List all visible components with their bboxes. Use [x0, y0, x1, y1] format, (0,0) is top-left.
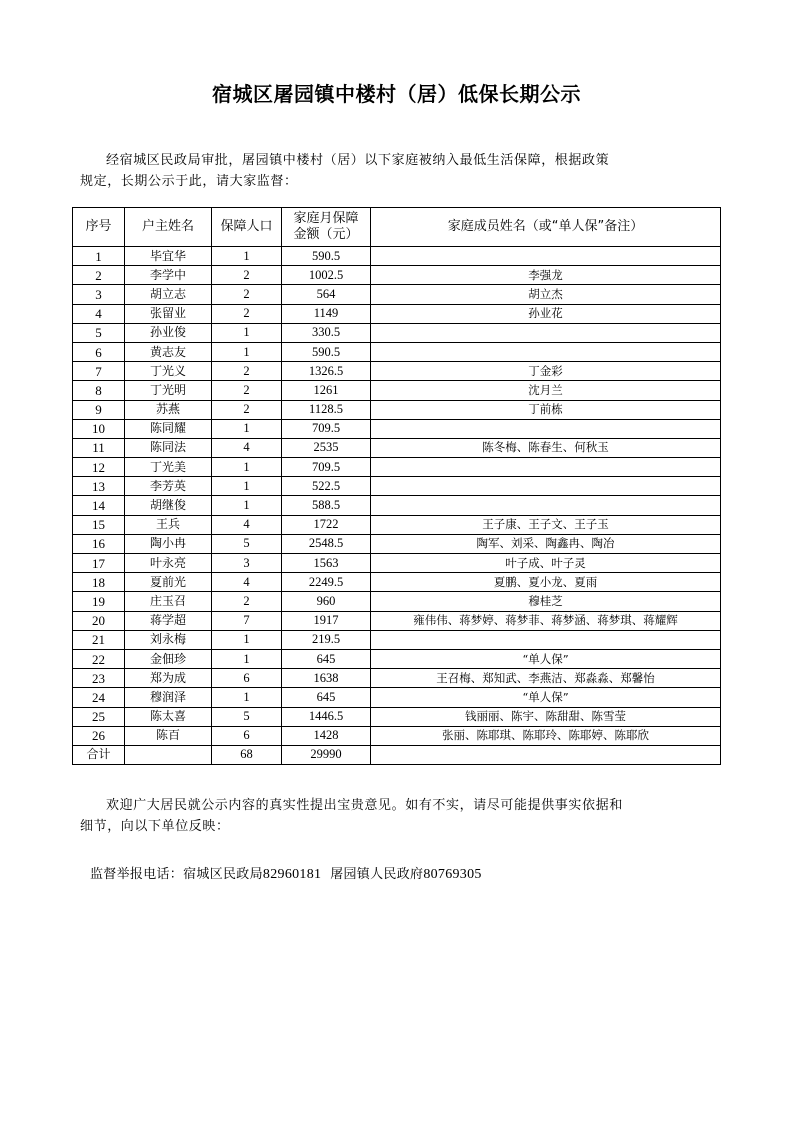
cell-head-name: 丁光明	[125, 381, 212, 400]
closing-line-2: 细节，向以下单位反映：	[80, 819, 230, 834]
cell-members: 丁金彩	[371, 362, 721, 381]
table-row	[73, 247, 721, 266]
contact-org-2: 屠园镇人民政府	[330, 867, 424, 882]
cell-members	[371, 458, 721, 477]
cell-count: 1	[212, 477, 282, 496]
table-row	[73, 381, 721, 400]
table-total-row	[73, 745, 721, 764]
cell-amount: 1428	[282, 726, 371, 745]
cell-count: 4	[212, 573, 282, 592]
cell-amount: 588.5	[282, 496, 371, 515]
table-row	[73, 477, 721, 496]
cell-amount: 645	[282, 649, 371, 668]
cell-head-name: 陈百	[125, 726, 212, 745]
cell-head-name: 陈同法	[125, 438, 212, 457]
cell-head-name: 丁光义	[125, 362, 212, 381]
header-amount	[282, 208, 371, 247]
header-amount-line-2: 金额（元）	[293, 227, 359, 242]
cell-seq: 13	[73, 477, 125, 496]
cell-count: 1	[212, 342, 282, 361]
cell-count: 1	[212, 496, 282, 515]
cell-head-name: 黄志友	[125, 342, 212, 361]
cell-members	[371, 342, 721, 361]
document-title: 宿城区屠园镇中楼村（居）低保长期公示	[212, 82, 581, 106]
cell-count: 1	[212, 630, 282, 649]
cell-count: 6	[212, 726, 282, 745]
cell-head-name: 丁光美	[125, 458, 212, 477]
cell-amount: 2535	[282, 438, 371, 457]
cell-count: 5	[212, 534, 282, 553]
cell-count: 1	[212, 649, 282, 668]
table-row	[73, 400, 721, 419]
cell-head-name: 李学中	[125, 266, 212, 285]
table-row	[73, 669, 721, 688]
table-body	[73, 247, 721, 765]
table-row	[73, 726, 721, 745]
cell-head-name: 陈太喜	[125, 707, 212, 726]
cell-amount: 2249.5	[282, 573, 371, 592]
cell-count: 5	[212, 707, 282, 726]
cell-seq: 24	[73, 688, 125, 707]
table-row	[73, 342, 721, 361]
cell-members: “单人保”	[371, 688, 721, 707]
cell-members: 张丽、陈耶琪、陈耶玲、陈耶婷、陈耶欣	[371, 726, 721, 745]
cell-members: 沈月兰	[371, 381, 721, 400]
table-row	[73, 438, 721, 457]
total-head-name	[125, 745, 212, 764]
cell-amount: 564	[282, 285, 371, 304]
table-row	[73, 554, 721, 573]
cell-amount: 1002.5	[282, 266, 371, 285]
cell-head-name: 陶小冉	[125, 534, 212, 553]
contact-line	[90, 863, 482, 883]
cell-count: 2	[212, 285, 282, 304]
cell-seq: 9	[73, 400, 125, 419]
intro-line-1: 经宿城区民政局审批，屠园镇中楼村（居）以下家庭被纳入最低生活保障，根据政策	[106, 153, 610, 168]
cell-seq: 20	[73, 611, 125, 630]
cell-members	[371, 496, 721, 515]
cell-count: 6	[212, 669, 282, 688]
cell-members: 胡立杰	[371, 285, 721, 304]
table-row	[73, 304, 721, 323]
cell-seq: 2	[73, 266, 125, 285]
cell-head-name: 王兵	[125, 515, 212, 534]
cell-amount: 1261	[282, 381, 371, 400]
cell-head-name: 庄玉召	[125, 592, 212, 611]
cell-seq: 15	[73, 515, 125, 534]
recipients-table	[72, 207, 721, 765]
header-amount-line-1: 家庭月保障	[293, 211, 359, 226]
cell-amount: 709.5	[282, 458, 371, 477]
intro-paragraph	[80, 150, 720, 192]
cell-seq: 7	[73, 362, 125, 381]
cell-count: 2	[212, 304, 282, 323]
table-row	[73, 630, 721, 649]
cell-count: 2	[212, 400, 282, 419]
cell-head-name: 李芳英	[125, 477, 212, 496]
table-row	[73, 266, 721, 285]
cell-seq: 1	[73, 247, 125, 266]
cell-members: 穆桂芝	[371, 592, 721, 611]
cell-count: 1	[212, 247, 282, 266]
cell-amount: 590.5	[282, 247, 371, 266]
cell-seq: 16	[73, 534, 125, 553]
table-row	[73, 285, 721, 304]
cell-members: 孙业花	[371, 304, 721, 323]
cell-head-name: 陈同耀	[125, 419, 212, 438]
cell-members: “单人保”	[371, 649, 721, 668]
cell-head-name: 毕宜华	[125, 247, 212, 266]
intro-line-2: 规定，长期公示于此，请大家监督：	[80, 174, 298, 189]
cell-seq: 5	[73, 323, 125, 342]
cell-amount: 645	[282, 688, 371, 707]
header-head-name: 户主姓名	[125, 208, 212, 247]
cell-count: 1	[212, 458, 282, 477]
table-row	[73, 496, 721, 515]
cell-amount: 219.5	[282, 630, 371, 649]
cell-amount: 1149	[282, 304, 371, 323]
cell-seq: 22	[73, 649, 125, 668]
cell-members	[371, 419, 721, 438]
cell-seq: 19	[73, 592, 125, 611]
cell-head-name: 胡立志	[125, 285, 212, 304]
cell-members	[371, 477, 721, 496]
table-header-row	[73, 208, 721, 247]
total-amount: 29990	[282, 745, 371, 764]
table-row	[73, 611, 721, 630]
cell-head-name: 张留业	[125, 304, 212, 323]
cell-count: 4	[212, 515, 282, 534]
cell-amount: 2548.5	[282, 534, 371, 553]
cell-head-name: 蒋学超	[125, 611, 212, 630]
header-seq: 序号	[73, 208, 125, 247]
cell-members: 李强龙	[371, 266, 721, 285]
cell-count: 2	[212, 266, 282, 285]
cell-seq: 11	[73, 438, 125, 457]
cell-members: 王子康、王子文、王子玉	[371, 515, 721, 534]
closing-line-1: 欢迎广大居民就公示内容的真实性提出宝贵意见。如有不实，请尽可能提供事实依据和	[106, 798, 623, 813]
closing-paragraph	[80, 795, 720, 837]
cell-count: 7	[212, 611, 282, 630]
cell-count: 1	[212, 688, 282, 707]
cell-seq: 12	[73, 458, 125, 477]
cell-seq: 21	[73, 630, 125, 649]
header-members: 家庭成员姓名（或“单人保”备注）	[371, 208, 721, 247]
cell-seq: 4	[73, 304, 125, 323]
table-row	[73, 515, 721, 534]
cell-count: 4	[212, 438, 282, 457]
cell-head-name: 夏前光	[125, 573, 212, 592]
cell-members: 夏鹏、夏小龙、夏雨	[371, 573, 721, 592]
cell-members	[371, 630, 721, 649]
cell-head-name: 苏燕	[125, 400, 212, 419]
table-row	[73, 458, 721, 477]
table-row	[73, 573, 721, 592]
contact-phone-2: 80769305	[423, 867, 482, 882]
cell-seq: 17	[73, 554, 125, 573]
cell-amount: 960	[282, 592, 371, 611]
cell-amount: 1326.5	[282, 362, 371, 381]
cell-count: 3	[212, 554, 282, 573]
cell-amount: 1563	[282, 554, 371, 573]
cell-members: 王召梅、郑知武、李燕洁、郑淼淼、郑馨怡	[371, 669, 721, 688]
cell-amount: 1722	[282, 515, 371, 534]
table-row	[73, 592, 721, 611]
cell-count: 1	[212, 419, 282, 438]
cell-seq: 25	[73, 707, 125, 726]
cell-members: 叶子成、叶子灵	[371, 554, 721, 573]
cell-count: 1	[212, 323, 282, 342]
cell-seq: 10	[73, 419, 125, 438]
table-row	[73, 688, 721, 707]
table-row	[73, 362, 721, 381]
cell-head-name: 孙业俊	[125, 323, 212, 342]
cell-amount: 1128.5	[282, 400, 371, 419]
table-row	[73, 323, 721, 342]
table-row	[73, 419, 721, 438]
cell-members	[371, 247, 721, 266]
cell-amount: 1638	[282, 669, 371, 688]
cell-members: 陈冬梅、陈春生、何秋玉	[371, 438, 721, 457]
cell-seq: 8	[73, 381, 125, 400]
total-members	[371, 745, 721, 764]
cell-members: 陶军、刘采、陶鑫冉、陶冶	[371, 534, 721, 553]
total-count: 68	[212, 745, 282, 764]
cell-count: 2	[212, 362, 282, 381]
cell-head-name: 穆润泽	[125, 688, 212, 707]
cell-amount: 709.5	[282, 419, 371, 438]
table-row	[73, 649, 721, 668]
header-count: 保障人口	[212, 208, 282, 247]
total-label: 合计	[73, 745, 125, 764]
cell-head-name: 刘永梅	[125, 630, 212, 649]
contact-phone-1: 82960181	[262, 867, 322, 882]
cell-amount: 590.5	[282, 342, 371, 361]
cell-amount: 1917	[282, 611, 371, 630]
cell-count: 2	[212, 381, 282, 400]
cell-amount: 522.5	[282, 477, 371, 496]
cell-amount: 1446.5	[282, 707, 371, 726]
cell-seq: 23	[73, 669, 125, 688]
cell-seq: 14	[73, 496, 125, 515]
cell-count: 2	[212, 592, 282, 611]
cell-seq: 18	[73, 573, 125, 592]
cell-members: 钱丽丽、陈宇、陈甜甜、陈雪莹	[371, 707, 721, 726]
cell-seq: 26	[73, 726, 125, 745]
cell-members: 丁前栋	[371, 400, 721, 419]
table-row	[73, 534, 721, 553]
cell-head-name: 郑为成	[125, 669, 212, 688]
cell-amount: 330.5	[282, 323, 371, 342]
table-row	[73, 707, 721, 726]
cell-members: 雍伟伟、蒋梦婷、蒋梦菲、蒋梦涵、蒋梦琪、蒋耀辉	[371, 611, 721, 630]
cell-members	[371, 323, 721, 342]
cell-seq: 3	[73, 285, 125, 304]
cell-seq: 6	[73, 342, 125, 361]
contact-label: 监督举报电话：	[90, 867, 184, 882]
cell-head-name: 叶永亮	[125, 554, 212, 573]
contact-org-1: 宿城区民政局	[183, 867, 263, 882]
cell-head-name: 金佃珍	[125, 649, 212, 668]
cell-head-name: 胡继俊	[125, 496, 212, 515]
